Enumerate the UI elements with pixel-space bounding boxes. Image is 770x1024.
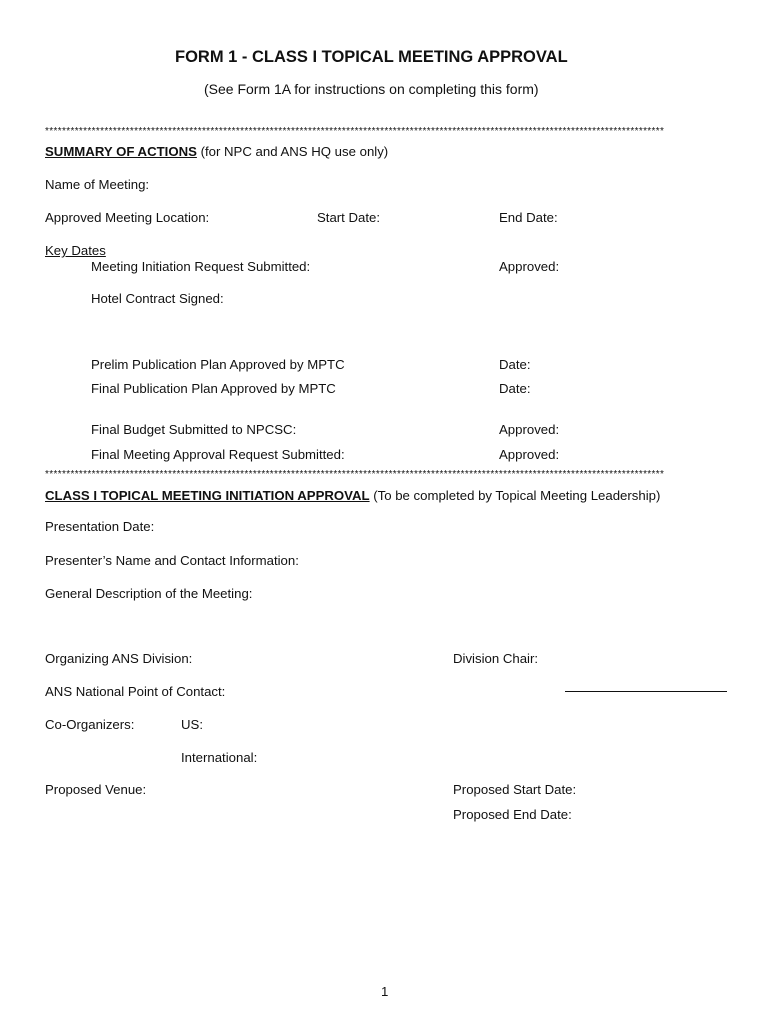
date-label-2: Date: bbox=[499, 381, 531, 396]
approved-label-2: Approved: bbox=[499, 422, 560, 437]
organizing-division-label: Organizing ANS Division: bbox=[45, 651, 193, 666]
co-organizers-label: Co-Organizers: bbox=[45, 717, 135, 732]
form-subtitle: (See Form 1A for instructions on completing this form) bbox=[204, 81, 539, 97]
approved-location-label: Approved Meeting Location: bbox=[45, 210, 210, 225]
name-of-meeting-label: Name of Meeting: bbox=[45, 177, 150, 192]
proposed-end-label: Proposed End Date: bbox=[453, 807, 572, 822]
approved-label-3: Approved: bbox=[499, 447, 560, 462]
page-number: 1 bbox=[381, 984, 389, 999]
separator-middle: ************************************************************************************************************************************************** bbox=[45, 470, 665, 480]
hotel-contract-label: Hotel Contract Signed: bbox=[91, 291, 224, 306]
end-date-label: End Date: bbox=[499, 210, 558, 225]
initiation-heading-note: (To be completed by Topical Meeting Leadership) bbox=[369, 488, 661, 503]
general-description-label: General Description of the Meeting: bbox=[45, 586, 253, 601]
national-poc-label: ANS National Point of Contact: bbox=[45, 684, 226, 699]
final-approval-request-label: Final Meeting Approval Request Submitted: bbox=[91, 447, 345, 462]
presenter-label: Presenter’s Name and Contact Information: bbox=[45, 553, 299, 568]
final-plan-label: Final Publication Plan Approved by MPTC bbox=[91, 381, 336, 396]
division-chair-signature-line bbox=[565, 691, 727, 692]
summary-heading-label: SUMMARY OF ACTIONS bbox=[45, 144, 197, 159]
division-chair-label: Division Chair: bbox=[453, 651, 539, 666]
prelim-plan-label: Prelim Publication Plan Approved by MPTC bbox=[91, 357, 345, 372]
approved-label-1: Approved: bbox=[499, 259, 560, 274]
us-label: US: bbox=[181, 717, 203, 732]
proposed-start-label: Proposed Start Date: bbox=[453, 782, 577, 797]
key-dates-heading: Key Dates bbox=[45, 243, 106, 258]
start-date-label: Start Date: bbox=[317, 210, 381, 225]
date-label-1: Date: bbox=[499, 357, 531, 372]
summary-heading bbox=[45, 145, 388, 158]
initiation-request-label: Meeting Initiation Request Submitted: bbox=[91, 259, 311, 274]
proposed-venue-label: Proposed Venue: bbox=[45, 782, 147, 797]
final-budget-label: Final Budget Submitted to NPCSC: bbox=[91, 422, 297, 437]
summary-heading-note: (for NPC and ANS HQ use only) bbox=[196, 144, 389, 159]
initiation-heading bbox=[45, 489, 660, 502]
separator-top: ************************************************************************************************************************************************** bbox=[45, 127, 665, 137]
presentation-date-label: Presentation Date: bbox=[45, 519, 155, 534]
form-title: FORM 1 - CLASS I TOPICAL MEETING APPROVAL bbox=[175, 48, 568, 66]
international-label: International: bbox=[181, 750, 258, 765]
initiation-heading-label: CLASS I TOPICAL MEETING INITIATION APPROVAL bbox=[45, 488, 370, 503]
